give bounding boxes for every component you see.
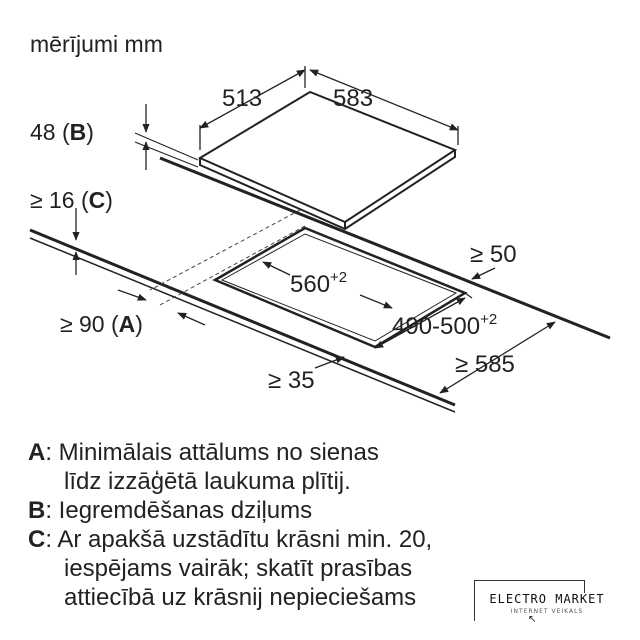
- rear-gap-marker: [472, 268, 495, 279]
- units-label: mērījumi mm: [30, 31, 163, 57]
- legend-item-c: [28, 525, 588, 554]
- hob-width-label: 583: [333, 85, 374, 112]
- legend-text-a2: līdz izzāģētā laukuma plītij.: [64, 468, 351, 495]
- projection-lines: [150, 210, 305, 305]
- hob-depth-label: 513: [222, 85, 263, 112]
- legend-key-a: A: [28, 439, 46, 466]
- logo-title: ELECTRO MARKET: [489, 592, 605, 606]
- legend-text-c3: attiecībā uz krāsnij nepieciešams: [64, 584, 417, 611]
- logo-subtitle: INTERNET VEIKALS: [510, 608, 584, 615]
- hob-outline: [200, 92, 455, 229]
- legend-text-c1: : Ar apakšā uzstādītu krāsni min. 20,: [45, 526, 433, 553]
- b-depth-label: 48 (B): [30, 119, 94, 145]
- legend-text-a1: : Minimālais attālums no sienas: [45, 439, 379, 466]
- legend-item-a: [28, 438, 588, 467]
- cursor-icon: ↖: [528, 614, 537, 625]
- legend-text-b1: : Iegremdēšanas dziļums: [45, 497, 313, 524]
- legend-text-c2: iespējams vairāk; skatīt prasības: [64, 555, 413, 582]
- front-gap-marker: [315, 357, 344, 368]
- cutout-depth-label: $490-500^{+2}$: [392, 311, 498, 340]
- rear-gap-label: ≥ 50: [470, 241, 517, 268]
- c-gap-label: ≥ 16 (C): [30, 187, 113, 213]
- legend-item-b: [28, 496, 588, 525]
- legend-key-c: C: [28, 526, 46, 553]
- cutout-width-label: $560^{+2}$: [290, 269, 348, 298]
- a-gap-label: ≥ 90 (A): [60, 311, 143, 337]
- worktop-depth-label: ≥ 585: [455, 351, 515, 378]
- front-gap-label: ≥ 35: [268, 367, 315, 394]
- legend-key-b: B: [28, 497, 46, 524]
- electro-market-logo: [462, 578, 640, 640]
